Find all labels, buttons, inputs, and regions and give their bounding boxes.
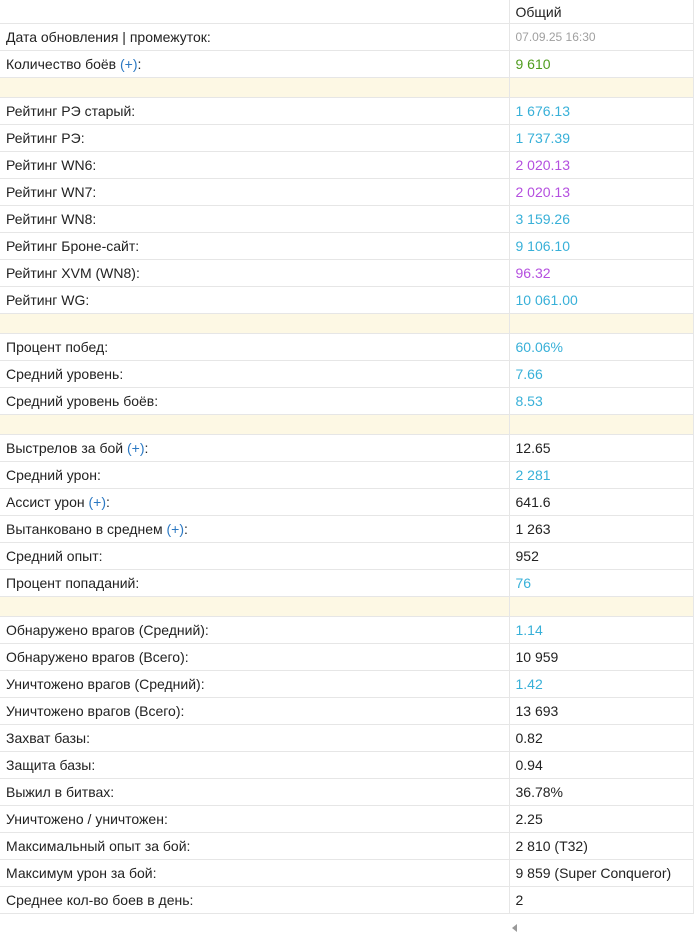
row-label-text: Обнаружено врагов (Всего): bbox=[6, 649, 189, 665]
row-value: 2.25 bbox=[509, 806, 693, 833]
row-label bbox=[0, 24, 509, 51]
row-label-text: Рейтинг WG: bbox=[6, 292, 90, 308]
row-label-text: Обнаружено врагов (Средний): bbox=[6, 622, 209, 638]
separator-cell bbox=[0, 314, 509, 334]
table-row bbox=[0, 516, 693, 543]
table-row bbox=[0, 779, 693, 806]
row-value: 8.53 bbox=[509, 388, 693, 415]
row-label bbox=[0, 260, 509, 287]
row-label bbox=[0, 334, 509, 361]
row-label bbox=[0, 570, 509, 597]
table-row bbox=[0, 435, 693, 462]
row-label-text: Уничтожено врагов (Всего): bbox=[6, 703, 185, 719]
row-value: 1.14 bbox=[509, 617, 693, 644]
row-label-text: Максимальный опыт за бой: bbox=[6, 838, 191, 854]
separator-cell bbox=[509, 415, 693, 435]
details-plus-link[interactable]: (+) bbox=[166, 521, 185, 537]
row-value: 07.09.25 16:30 bbox=[509, 24, 693, 51]
table-row bbox=[0, 24, 693, 51]
row-label-text: Рейтинг WN8: bbox=[6, 211, 97, 227]
row-value: 9 859 (Super Conqueror) bbox=[509, 860, 693, 887]
table-row bbox=[0, 206, 693, 233]
row-value: 10 061.00 bbox=[509, 287, 693, 314]
row-label bbox=[0, 617, 509, 644]
row-label-text: Дата обновления | промежуток: bbox=[6, 29, 211, 45]
row-label bbox=[0, 698, 509, 725]
row-value: 2 810 (T32) bbox=[509, 833, 693, 860]
table-row bbox=[0, 98, 693, 125]
row-label-text: Рейтинг XVM (WN8): bbox=[6, 265, 140, 281]
separator-cell bbox=[509, 314, 693, 334]
row-label bbox=[0, 361, 509, 388]
table-row bbox=[0, 233, 693, 260]
table-row bbox=[0, 887, 693, 914]
row-label bbox=[0, 125, 509, 152]
row-label-text: Защита базы: bbox=[6, 757, 96, 773]
scroll-left-arrow-icon[interactable] bbox=[512, 924, 517, 932]
row-label bbox=[0, 233, 509, 260]
row-value: 0.94 bbox=[509, 752, 693, 779]
row-value: 7.66 bbox=[509, 361, 693, 388]
header-column-general: Общий bbox=[509, 0, 693, 24]
row-label bbox=[0, 671, 509, 698]
row-label bbox=[0, 152, 509, 179]
section-separator bbox=[0, 597, 693, 617]
row-label-text: Рейтинг WN6: bbox=[6, 157, 97, 173]
table-row bbox=[0, 644, 693, 671]
row-label-text: Количество боёв bbox=[6, 56, 117, 72]
table-row bbox=[0, 806, 693, 833]
row-value: 60.06% bbox=[509, 334, 693, 361]
row-label-text: Рейтинг Броне-сайт: bbox=[6, 238, 140, 254]
row-label-text: Уничтожено / уничтожен: bbox=[6, 811, 168, 827]
stats-body bbox=[0, 24, 693, 914]
details-plus-link[interactable]: (+) bbox=[120, 56, 138, 72]
row-label bbox=[0, 206, 509, 233]
table-row bbox=[0, 489, 693, 516]
row-label-text: Ассист урон bbox=[6, 494, 85, 510]
table-row bbox=[0, 860, 693, 887]
row-label-text: Рейтинг WN7: bbox=[6, 184, 97, 200]
header-row bbox=[0, 0, 693, 24]
table-row bbox=[0, 671, 693, 698]
table-row bbox=[0, 334, 693, 361]
row-value: 1 737.39 bbox=[509, 125, 693, 152]
row-label: Количество боёв (+): bbox=[0, 51, 509, 78]
table-row bbox=[0, 543, 693, 570]
table-row bbox=[0, 287, 693, 314]
table-row bbox=[0, 125, 693, 152]
row-label-text: Средний уровень боёв: bbox=[6, 393, 159, 409]
row-label-text: Средний урон: bbox=[6, 467, 101, 483]
row-label bbox=[0, 98, 509, 125]
separator-cell bbox=[509, 78, 693, 98]
table-row bbox=[0, 462, 693, 489]
row-label: Ассист урон (+): bbox=[0, 489, 509, 516]
row-label-text: Средний уровень: bbox=[6, 366, 124, 382]
row-value: 0.82 bbox=[509, 725, 693, 752]
table-row bbox=[0, 752, 693, 779]
table-row bbox=[0, 51, 693, 78]
row-value: 9 610 bbox=[509, 51, 693, 78]
header-label-cell bbox=[0, 0, 509, 24]
row-label bbox=[0, 725, 509, 752]
separator-cell bbox=[0, 415, 509, 435]
row-label bbox=[0, 887, 509, 914]
row-value: 1 263 bbox=[509, 516, 693, 543]
section-separator bbox=[0, 415, 693, 435]
row-label-text: Среднее кол-во боев в день: bbox=[6, 892, 194, 908]
row-label-text: Процент попаданий: bbox=[6, 575, 140, 591]
table-row bbox=[0, 617, 693, 644]
row-value: 12.65 bbox=[509, 435, 693, 462]
table-row bbox=[0, 361, 693, 388]
row-value: 2 bbox=[509, 887, 693, 914]
row-label bbox=[0, 860, 509, 887]
row-value: 9 106.10 bbox=[509, 233, 693, 260]
row-label bbox=[0, 779, 509, 806]
separator-cell bbox=[0, 597, 509, 617]
row-label bbox=[0, 543, 509, 570]
row-value: 36.78% bbox=[509, 779, 693, 806]
row-value: 952 bbox=[509, 543, 693, 570]
row-value: 2 281 bbox=[509, 462, 693, 489]
section-separator bbox=[0, 78, 693, 98]
row-value: 1.42 bbox=[509, 671, 693, 698]
row-label bbox=[0, 806, 509, 833]
table-row bbox=[0, 570, 693, 597]
row-label bbox=[0, 462, 509, 489]
row-value: 2 020.13 bbox=[509, 179, 693, 206]
table-row bbox=[0, 388, 693, 415]
table-row bbox=[0, 833, 693, 860]
row-label-text: Средний опыт: bbox=[6, 548, 103, 564]
table-row bbox=[0, 179, 693, 206]
row-value: 13 693 bbox=[509, 698, 693, 725]
section-separator bbox=[0, 314, 693, 334]
row-label: Вытанковано в среднем (+): bbox=[0, 516, 509, 543]
table-row bbox=[0, 725, 693, 752]
row-label bbox=[0, 644, 509, 671]
row-value: 3 159.26 bbox=[509, 206, 693, 233]
table-row bbox=[0, 152, 693, 179]
row-label-text: Рейтинг РЭ старый: bbox=[6, 103, 136, 119]
row-label-text: Вытанковано в среднем bbox=[6, 521, 163, 537]
row-value: 96.32 bbox=[509, 260, 693, 287]
row-label bbox=[0, 179, 509, 206]
details-plus-link[interactable]: (+) bbox=[88, 494, 106, 510]
row-label-text: Выжил в битвах: bbox=[6, 784, 115, 800]
table-row bbox=[0, 260, 693, 287]
row-label bbox=[0, 752, 509, 779]
row-value: 76 bbox=[509, 570, 693, 597]
row-value: 10 959 bbox=[509, 644, 693, 671]
row-value: 641.6 bbox=[509, 489, 693, 516]
details-plus-link[interactable]: (+) bbox=[126, 440, 145, 456]
row-label-text: Уничтожено врагов (Средний): bbox=[6, 676, 205, 692]
row-label bbox=[0, 833, 509, 860]
row-label-text: Рейтинг РЭ: bbox=[6, 130, 85, 146]
row-label-text: Захват базы: bbox=[6, 730, 90, 746]
row-value: 2 020.13 bbox=[509, 152, 693, 179]
separator-cell bbox=[0, 78, 509, 98]
row-value: 1 676.13 bbox=[509, 98, 693, 125]
table-row bbox=[0, 698, 693, 725]
row-label bbox=[0, 388, 509, 415]
row-label bbox=[0, 287, 509, 314]
row-label-text: Максимум урон за бой: bbox=[6, 865, 157, 881]
row-label: Выстрелов за бой (+): bbox=[0, 435, 509, 462]
separator-cell bbox=[509, 597, 693, 617]
row-label-text: Процент побед: bbox=[6, 339, 109, 355]
row-label-text: Выстрелов за бой bbox=[6, 440, 124, 456]
